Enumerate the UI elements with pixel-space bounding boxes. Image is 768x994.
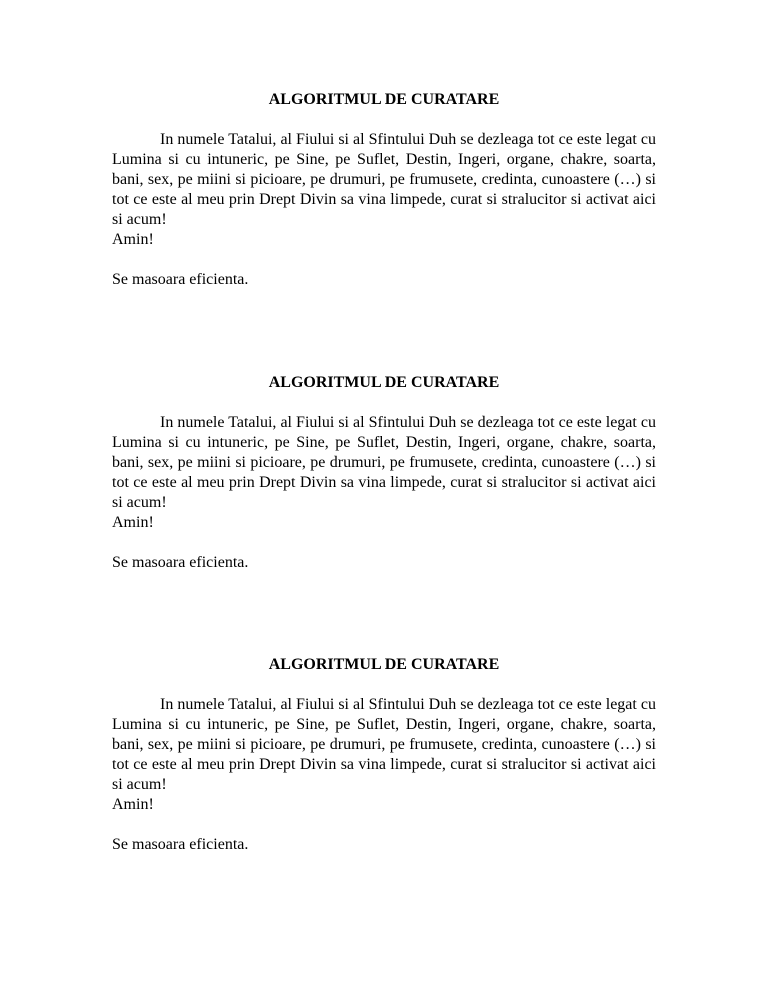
- prayer-section: [112, 655, 656, 855]
- section-title: ALGORITMUL DE CURATARE: [268, 91, 500, 108]
- amen-line: Amin!: [112, 514, 154, 531]
- efficiency-note: Se masoara eficienta.: [112, 554, 249, 571]
- amen-line: Amin!: [112, 796, 154, 813]
- prayer-section: [112, 373, 656, 573]
- efficiency-note: Se masoara eficienta.: [112, 836, 249, 853]
- efficiency-note: Se masoara eficienta.: [112, 271, 249, 288]
- section-title: ALGORITMUL DE CURATARE: [268, 374, 500, 391]
- prayer-paragraph: In numele Tatalui, al Fiului si al Sfintului Duh se dezleaga tot ce este legat cu Lumina si cu intuneric, pe Sine, pe Suflet, Destin, Ingeri, organe, chakre, soarta, bani, sex, pe miini si picioare, pe drumuri, pe frumusete, credinta, cunoastere (…) si tot ce este al meu prin Drept Divin sa vina limpede, curat si stralucitor si activat aici si acum!: [112, 131, 656, 228]
- prayer-paragraph: In numele Tatalui, al Fiului si al Sfintului Duh se dezleaga tot ce este legat cu Lumina si cu intuneric, pe Sine, pe Suflet, Destin, Ingeri, organe, chakre, soarta, bani, sex, pe miini si picioare, pe drumuri, pe frumusete, credinta, cunoastere (…) si tot ce este al meu prin Drept Divin sa vina limpede, curat si stralucitor si activat aici si acum!: [112, 696, 656, 793]
- prayer-section: [112, 90, 656, 290]
- amen-line: Amin!: [112, 231, 154, 248]
- section-title: ALGORITMUL DE CURATARE: [268, 656, 500, 673]
- prayer-paragraph: In numele Tatalui, al Fiului si al Sfintului Duh se dezleaga tot ce este legat cu Lumina si cu intuneric, pe Sine, pe Suflet, Destin, Ingeri, organe, chakre, soarta, bani, sex, pe miini si picioare, pe drumuri, pe frumusete, credinta, cunoastere (…) si tot ce este al meu prin Drept Divin sa vina limpede, curat si stralucitor si activat aici si acum!: [112, 414, 656, 511]
